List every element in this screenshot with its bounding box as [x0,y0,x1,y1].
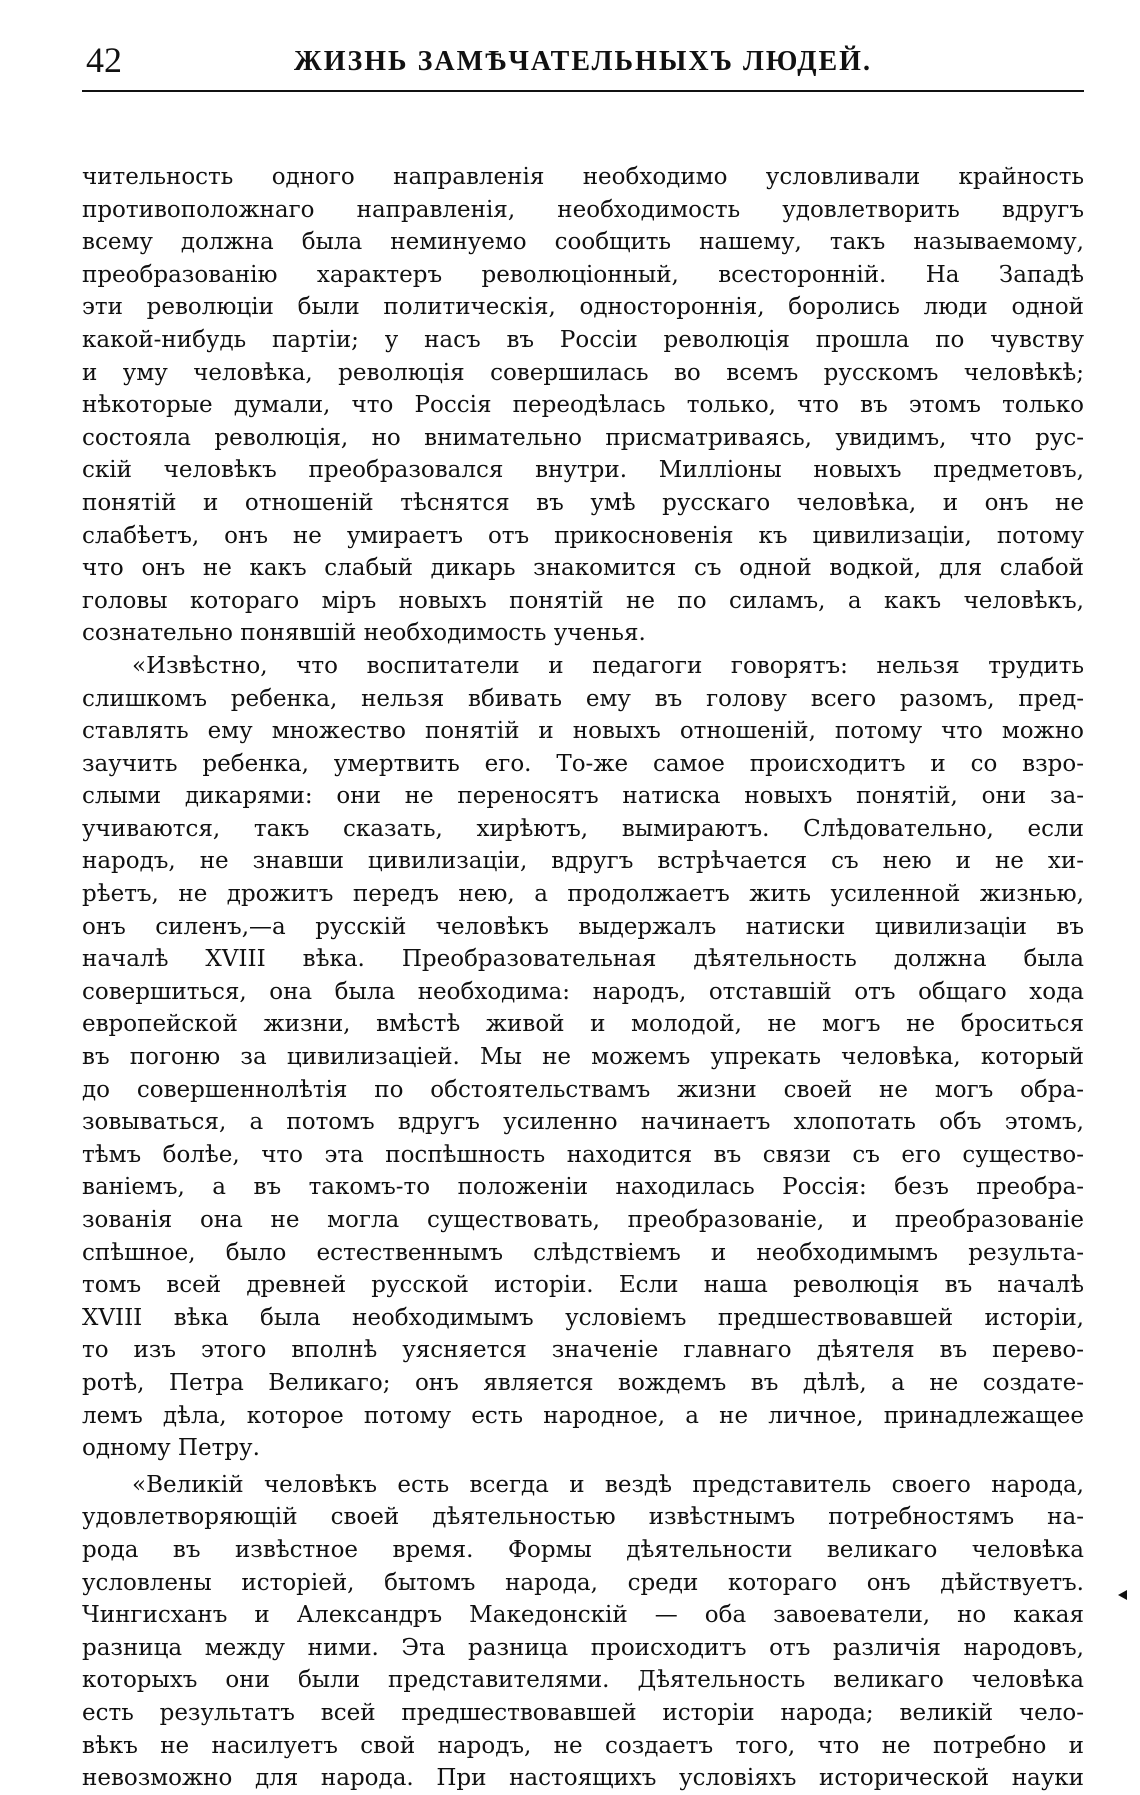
text-line: сознательно понявшій необходимость ученья. [82,620,646,647]
text-line: понятій и отношеній тѣснятся въ умѣ русскаго человѣка, и онъ не [82,489,1084,516]
paragraph [82,161,1084,650]
text-line: чительность одного направленія необходимо условливали крайность [82,164,1084,190]
text-line: слыми дикарями: они не переносятъ натиска новыхъ понятій, они за- [82,783,1084,810]
text-line: онъ силенъ,—а русскій человѣкъ выдержалъ натиски цивилизаціи въ [82,913,1084,940]
text-line: рѣетъ, не дрожитъ передъ нею, а продолжаетъ жить усиленной жизнью, [82,881,1084,908]
text-line: ротѣ, Петра Великаго; онъ является вождемъ въ дѣлѣ, а не создате- [82,1369,1084,1396]
text-line: противоположнаго направленія, необходимость удовлетворить вдругъ [82,196,1084,223]
text-line: въ погоню за цивилизаціей. Мы не можемъ упрекать человѣка, который [82,1044,1084,1071]
text-line: которыхъ они были представителями. Дѣятельность великаго человѣка [82,1667,1084,1694]
text-line: ваніемъ, а въ такомъ-то положеніи находилась Россія: безъ преобра- [82,1174,1084,1201]
text-line: Чингисханъ и Александръ Македонскій — оба завоеватели, но какая [82,1602,1084,1629]
text-line: зовываться, а потомъ вдругъ усиленно начинаетъ хлопотать объ этомъ, [82,1109,1084,1136]
text-line: до совершеннолѣтія по обстоятельствамъ жизни своей не могъ обра- [82,1076,1084,1103]
body-text [82,161,1084,1795]
text-line: ставлять ему множество понятій и новыхъ отношеній, потому что можно [82,718,1084,745]
text-line: есть результатъ всей предшествовавшей исторіи народа; великій чело- [82,1699,1084,1726]
paragraph [82,650,1084,1465]
text-line: лемъ дѣла, которое потому есть народное, а не личное, принадлежащее [82,1402,1084,1429]
text-line: «Великій человѣкъ есть всегда и вездѣ представитель своего народа, [132,1471,1084,1498]
text-line: европейской жизни, вмѣстѣ живой и молодой, не могъ не броситься [82,1011,1084,1038]
text-line: вѣкъ не насилуетъ свой народъ, не создаетъ того, что не потребно и [82,1732,1084,1759]
text-line: «Извѣстно, что воспитатели и педагоги говорятъ: нельзя трудить [132,652,1084,679]
text-line: заучить ребенка, умертвить его. То-же самое происходитъ и со взро- [82,750,1084,777]
text-line: удовлетворяющій своей дѣятельностью извѣстнымъ потребностямъ на- [82,1504,1084,1531]
text-line: томъ всей древней русской исторіи. Если наша революція въ началѣ [82,1272,1084,1299]
text-line: слишкомъ ребенка, нельзя вбивать ему въ голову всего разомъ, пред- [82,685,1084,712]
text-line: началѣ XVIII вѣка. Преобразовательная дѣятельность должна была [82,946,1084,973]
text-line: скій человѣкъ преобразовался внутри. Милліоны новыхъ предметовъ, [82,457,1084,484]
page-number: 42 [86,40,122,80]
text-line: какой-нибудь партіи; у насъ въ Россіи революція прошла по чувству [82,326,1084,353]
text-line: головы котораго міръ новыхъ понятій не по силамъ, а какъ человѣкъ, [82,587,1084,614]
text-line: условлены исторіей, бытомъ народа, среди котораго онъ дѣйствуетъ. [82,1569,1084,1596]
text-line: преобразованію характеръ революціонный, всесторонній. На Западѣ [82,261,1084,288]
page-header [82,34,1084,92]
text-line: совершиться, она была необходима: народъ, отставшій отъ общаго хода [82,978,1084,1005]
book-page [82,34,1084,1795]
margin-marker-icon [1118,1590,1127,1600]
text-line: эти революціи были политическія, одностороннія, боролись люди одной [82,294,1084,321]
paragraph [82,1469,1084,1795]
text-line: учиваются, такъ сказать, хирѣютъ, вымираютъ. Слѣдовательно, если [82,815,1084,842]
text-line: всему должна была неминуемо сообщить нашему, такъ называемому, [82,229,1084,256]
text-line: зованія она не могла существовать, преобразованіе, и преобразованіе [82,1207,1084,1233]
running-title: ЖИЗНЬ ЗАМѢЧАТЕЛЬНЫХЪ ЛЮДЕЙ. [294,46,872,77]
text-line: то изъ этого вполнѣ уясняется значеніе главнаго дѣятеля въ перево- [82,1337,1084,1364]
text-line: одному Петру. [82,1435,260,1462]
text-line: слабѣетъ, онъ не умираетъ отъ прикосновенія къ цивилизаціи, потому [82,522,1084,549]
text-line: рода въ извѣстное время. Формы дѣятельности великаго человѣка [82,1536,1084,1563]
text-line: нѣкоторые думали, что Россія переодѣлась только, что въ этомъ только [82,392,1084,419]
text-line: тѣмъ болѣе, что эта поспѣшность находится въ связи съ его существо- [82,1141,1084,1168]
text-line: XVIII вѣка была необходимымъ условіемъ предшествовавшей исторіи, [82,1304,1084,1331]
text-line: что онъ не какъ слабый дикарь знакомится съ одной водкой, для слабой [82,555,1084,582]
text-line: разница между ними. Эта разница происходитъ отъ различія народовъ, [82,1634,1084,1661]
text-line: спѣшное, было естественнымъ слѣдствіемъ и необходимымъ результа- [82,1239,1084,1266]
text-line: состояла революція, но внимательно присматриваясь, увидимъ, что рус- [82,424,1084,451]
text-line: народъ, не знавши цивилизаціи, вдругъ встрѣчается съ нею и не хи- [82,848,1084,875]
text-line: невозможно для народа. При настоящихъ условіяхъ исторической науки [82,1765,1084,1792]
text-line: и уму человѣка, революція совершилась во всемъ русскомъ человѣкѣ; [82,359,1084,386]
